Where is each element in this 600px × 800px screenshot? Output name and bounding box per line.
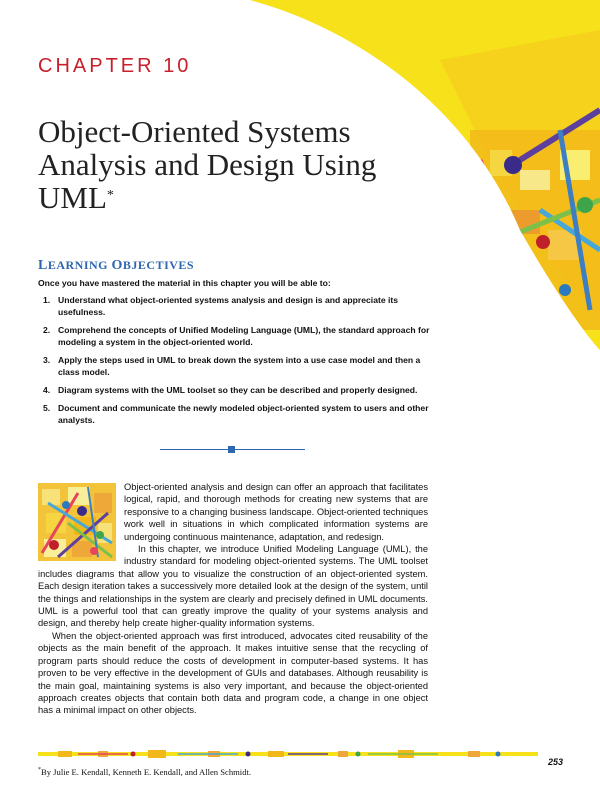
section-divider-marker [228, 446, 235, 453]
objective-item: 1. Understand what object-oriented systems analysis and design is and appreciate its usefulness. [43, 295, 399, 317]
body-paragraph: In this chapter, we introduce Unified Modeling Language (UML), the industry standard for modeling object-oriented systems. The UML toolset includes diagrams that allow you to visualize the construction of an object-oriented system. Each design iteration takes a successively more detailed look at the design of the system, until the things and relationships in the system are clearly and precisely defined in UML documents. UML is a powerful tool that can greatly improve the quality of your systems analysis and design, and thereby help create higher-quality information systems. [38, 544, 428, 629]
body-paragraph: When the object-oriented approach was first introduced, advocates cited reusability of the objects as the main benefit of the approach. It makes intuitive sense that the recycling of program parts should reduce the costs of development in computer-based systems. It has proven to be very effective in the development of GUIs and databases. Although reusability is the main goal, maintaining systems is also very important, and because the object-oriented approach creates objects that contain both data and program code, a change in one object has a minimal impact on other objects. [38, 630, 428, 716]
learning-objectives-list [38, 294, 438, 432]
chapter-title-text: Object-Oriented Systems Analysis and Design Using UML [38, 114, 377, 215]
learning-objectives-heading: LEARNING OBJECTIVES [38, 258, 195, 273]
footer-decorative-bar [38, 749, 538, 759]
footnote-text: By Julie E. Kendall, Kenneth E. Kendall, and Allen Schmidt. [41, 767, 252, 777]
chapter-body [38, 481, 428, 717]
objective-item: 4. Diagram systems with the UML toolset so they can be described and properly designed. [43, 385, 418, 395]
chapter-title [38, 115, 418, 214]
objective-item: 2. Comprehend the concepts of Unified Modeling Language (UML), the standard approach for modeling a system in the object-oriented world. [43, 325, 430, 347]
objective-item: 3. Apply the steps used in UML to break down the system into a use case model and then a class model. [43, 355, 421, 377]
chapter-thumbnail-art [38, 483, 116, 561]
footnote-mark: * [38, 767, 41, 774]
page-number: 253 [548, 757, 564, 767]
body-paragraph: Object-oriented analysis and design can offer an approach that facilitates logical, rapid, and thorough methods for creating new systems that are responsive to a changing business landscape. Object-oriented techniques work well in situations in which complicated information systems are undergoing continuous maintenance, adaptation, and redesign. [124, 482, 428, 542]
footnote [38, 767, 251, 777]
learning-objectives-intro: Once you have mastered the material in this chapter you will be able to: [38, 278, 331, 288]
chapter-label: CHAPTER 10 [38, 55, 192, 77]
objective-item: 5. Document and communicate the newly modeled object-oriented system to users and other analysts. [43, 403, 429, 425]
title-footnote-mark: * [106, 188, 114, 203]
